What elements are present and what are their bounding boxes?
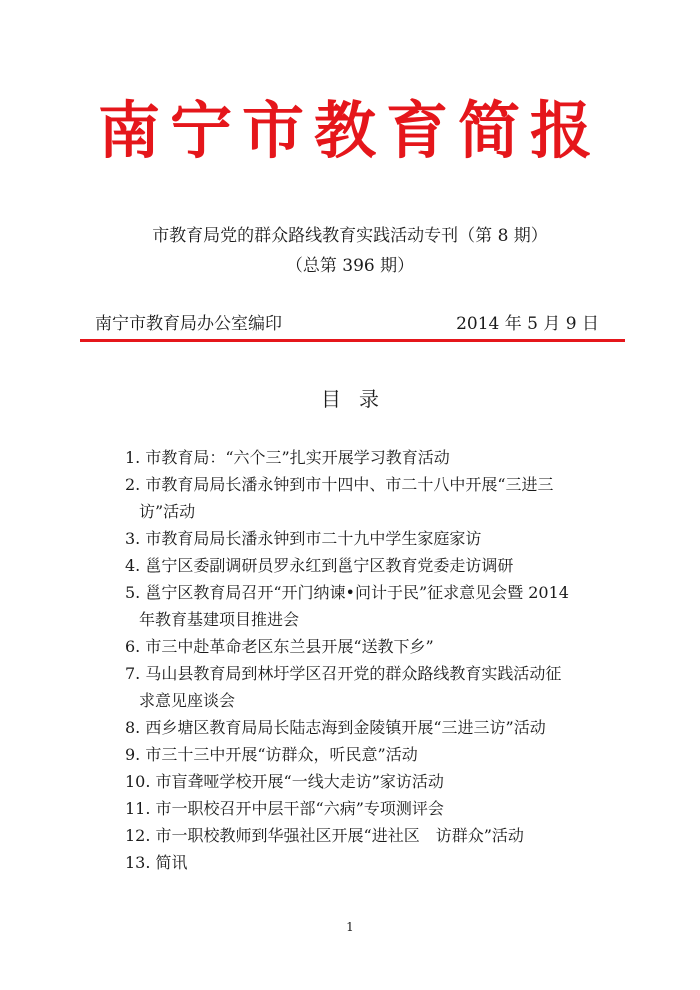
toc-item — [125, 552, 625, 579]
toc-item-line: 13. 简讯 — [125, 853, 188, 872]
toc-item — [125, 471, 625, 525]
toc-list — [125, 444, 625, 876]
toc-item — [125, 768, 625, 795]
toc-item-line-continued: 年教育基建项目推进会 — [139, 610, 300, 629]
toc-item-line: 7. 马山县教育局到林圩学区召开党的群众路线教育实践活动征 — [125, 664, 562, 683]
toc-item — [125, 714, 625, 741]
toc-item-line: 1. 市教育局：“六个三”扎实开展学习教育活动 — [125, 448, 450, 467]
toc-item-line: 2. 市教育局局长潘永钟到市十四中、市二十八中开展“三进三 — [125, 475, 554, 494]
toc-item-line: 5. 邕宁区教育局召开“开门纳谏•问计于民”征求意见会暨 2014 — [125, 583, 569, 602]
toc-item — [125, 849, 625, 876]
toc-item — [125, 795, 625, 822]
toc-item-line: 4. 邕宁区委副调研员罗永红到邕宁区教育党委走访调研 — [125, 556, 514, 575]
toc-item — [125, 444, 625, 471]
toc-item-line: 11. 市一职校召开中层干部“六病”专项测评会 — [125, 799, 444, 818]
toc-item-line: 6. 市三中赴革命老区东兰县开展“送教下乡” — [125, 637, 434, 656]
masthead-title: 南宁市教育简报 — [97, 94, 602, 167]
toc-item — [125, 660, 625, 714]
toc-item — [125, 822, 625, 849]
toc-item-line: 12. 市一职校教师到华强社区开展“进社区 访群众”活动 — [125, 826, 524, 845]
total-issue-number: （总第 396 期） — [285, 256, 415, 276]
toc-item-line: 10. 市盲聋哑学校开展“一线大走访”家访活动 — [125, 772, 444, 791]
toc-item — [125, 633, 625, 660]
toc-item — [125, 525, 625, 552]
toc-item-line: 9. 市三十三中开展“访群众，听民意”活动 — [125, 745, 418, 764]
toc-item-line: 8. 西乡塘区教育局局长陆志海到金陵镇开展“三进三访”活动 — [125, 718, 546, 737]
red-divider — [80, 339, 625, 342]
toc-item — [125, 741, 625, 768]
page-number: 1 — [346, 920, 354, 934]
toc-item — [125, 579, 625, 633]
compiler-name: 南宁市教育局办公室编印 — [95, 314, 282, 334]
toc-item-line-continued: 访”活动 — [139, 502, 196, 521]
toc-heading: 目录 — [321, 387, 397, 411]
issue-date: 2014 年 5 月 9 日 — [456, 314, 599, 334]
toc-item-line-continued: 求意见座谈会 — [139, 691, 236, 710]
issue-subtitle: 市教育局党的群众路线教育实践活动专刊（第 8 期） — [152, 226, 548, 246]
toc-item-line: 3. 市教育局局长潘永钟到市二十九中学生家庭家访 — [125, 529, 482, 548]
